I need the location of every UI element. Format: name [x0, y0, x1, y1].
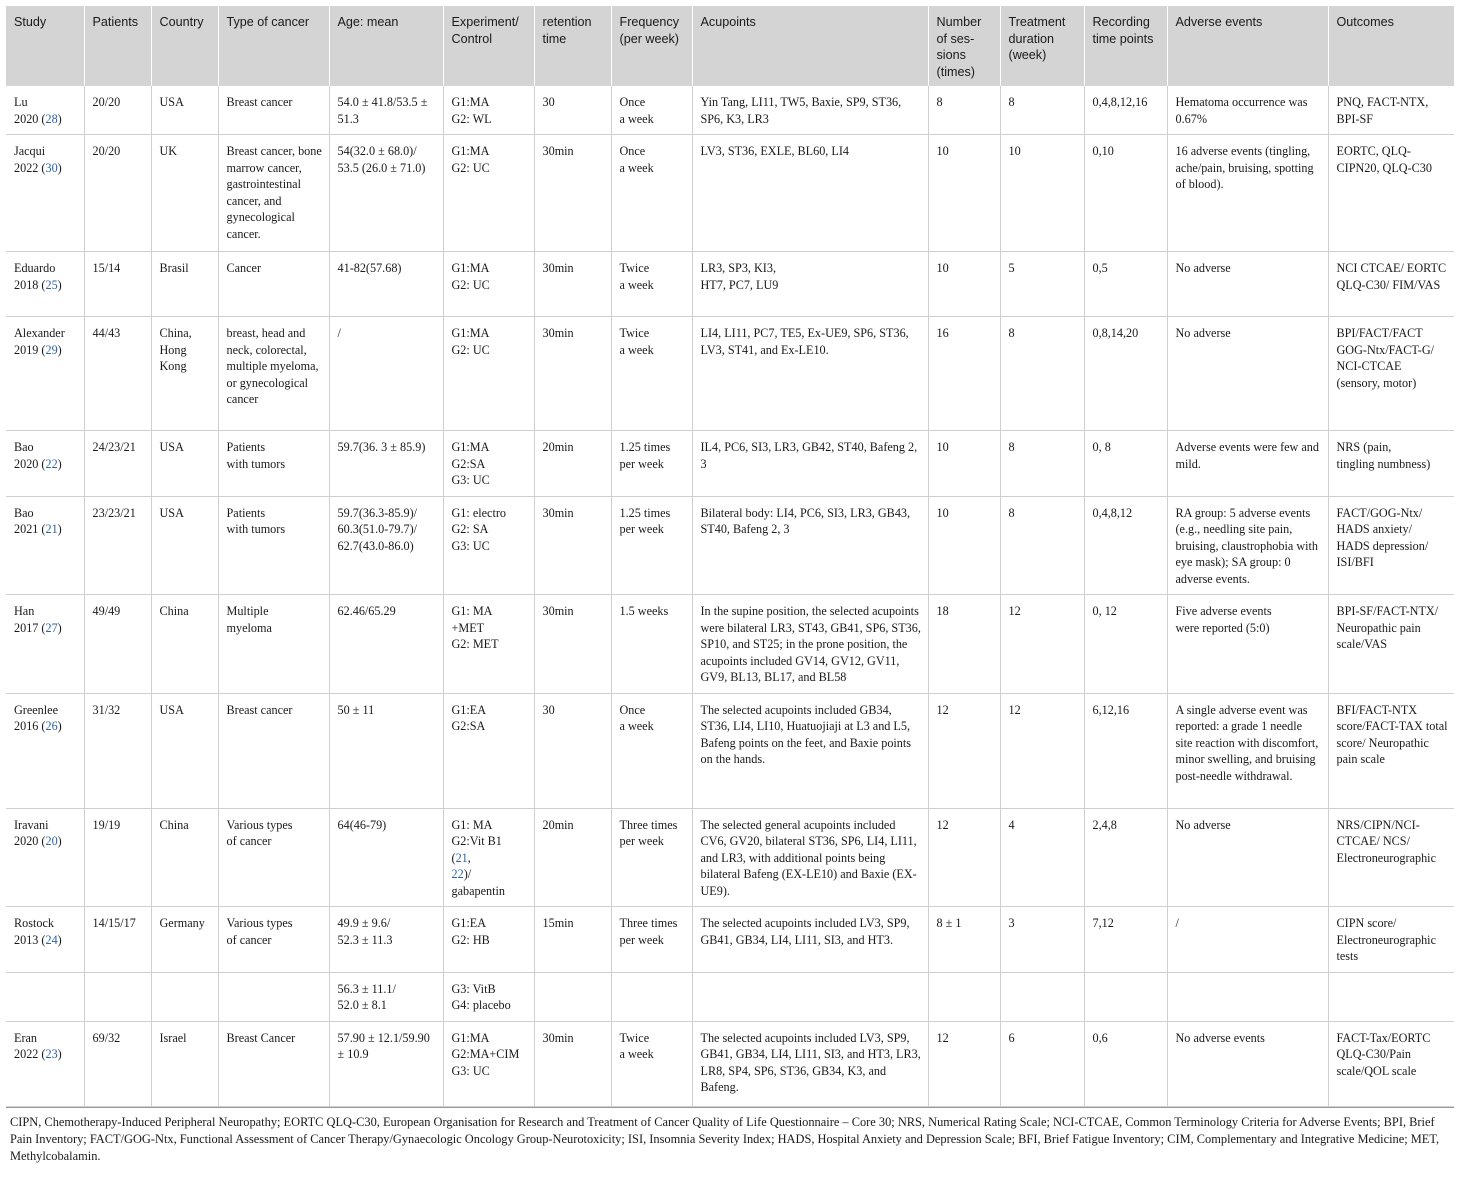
study-name: Eran: [14, 1030, 38, 1045]
patients-cell: 19/19: [84, 808, 151, 907]
sessions-cell: 12: [928, 693, 1000, 808]
frequency-cell: Twice a week: [611, 1021, 692, 1106]
table-row: [6, 595, 1454, 694]
country-cell: Brasil: [151, 252, 218, 317]
study-cell: Alexander 2019 (29): [6, 317, 84, 431]
recording-cell: 0, 8: [1084, 431, 1167, 497]
sessions-cell: 8: [928, 86, 1000, 135]
column-header: Recording time points: [1084, 6, 1167, 86]
acupoints-cell: Bilateral body: LI4, PC6, SI3, LR3, GB43, ST40, Bafeng 2, 3: [692, 496, 928, 595]
sessions-cell: 12: [928, 808, 1000, 907]
country-cell: USA: [151, 496, 218, 595]
outcomes-cell: CIPN score/ Electroneurographic tests: [1328, 907, 1454, 973]
recording-cell: [1084, 972, 1167, 1021]
study-name: Greenlee: [14, 702, 58, 717]
study-cell: Iravani 2020 (20): [6, 808, 84, 907]
retention-cell: 30min: [534, 135, 611, 252]
frequency-cell: 1.5 weeks: [611, 595, 692, 694]
duration-cell: [1000, 972, 1084, 1021]
country-cell: UK: [151, 135, 218, 252]
sessions-cell: 8 ± 1: [928, 907, 1000, 973]
acupoints-cell: The selected acupoints included LV3, SP9, GB41, GB34, LI4, LI11, SI3, and HT3.: [692, 907, 928, 973]
retention-cell: 30min: [534, 595, 611, 694]
cancer-type-cell: Patients with tumors: [218, 496, 329, 595]
study-year: 2019: [14, 342, 39, 357]
cancer-type-cell: Breast cancer, bone marrow cancer, gastrointestinal cancer, and gynecological cancer.: [218, 135, 329, 252]
patients-cell: 14/15/17: [84, 907, 151, 973]
table-row: [6, 972, 1454, 1021]
retention-cell: 20min: [534, 808, 611, 907]
frequency-cell: Three times per week: [611, 907, 692, 973]
adverse-events-cell: Hematoma occurrence was 0.67%: [1167, 86, 1328, 135]
cancer-type-cell: Breast Cancer: [218, 1021, 329, 1106]
column-header: Number of ses-sions (times): [928, 6, 1000, 86]
table-row: [6, 431, 1454, 497]
adverse-events-cell: [1167, 972, 1328, 1021]
patients-cell: 31/32: [84, 693, 151, 808]
cancer-type-cell: breast, head and neck, colorectal, multiple myeloma, or gynecological cancer: [218, 317, 329, 431]
study-year: 2020: [14, 834, 39, 848]
column-header: Patients: [84, 6, 151, 86]
duration-cell: 6: [1000, 1021, 1084, 1106]
table-row: [6, 496, 1454, 595]
retention-cell: 30min: [534, 317, 611, 431]
age-cell: 56.3 ± 11.1/ 52.0 ± 8.1: [329, 972, 443, 1021]
table-row: [6, 86, 1454, 135]
recording-cell: 0,4,8,12,16: [1084, 86, 1167, 135]
study-name: Han: [14, 604, 35, 618]
study-year: 2020: [14, 111, 39, 126]
study-year: 2021: [14, 522, 39, 536]
acupoints-cell: The selected general acupoints included CV6, GV20, bilateral ST36, SP6, LI4, LI11, and LR3, with additional points being bilateral Bafeng (EX-LE10) and Baxie (EX-UE9).: [692, 808, 928, 907]
table-row: [6, 1021, 1454, 1106]
acupoints-cell: LI4, LI11, PC7, TE5, Ex-UE9, SP6, ST36, LV3, ST41, and Ex-LE10.: [692, 317, 928, 431]
column-header: Country: [151, 6, 218, 86]
age-cell: 49.9 ± 9.6/ 52.3 ± 11.3: [329, 907, 443, 973]
patients-cell: 23/23/21: [84, 496, 151, 595]
retention-cell: 30: [534, 86, 611, 135]
study-cell: Eran 2022 (23): [6, 1021, 84, 1106]
duration-cell: 8: [1000, 317, 1084, 431]
cancer-type-cell: [218, 972, 329, 1021]
country-cell: USA: [151, 431, 218, 497]
retention-cell: 30min: [534, 252, 611, 317]
age-cell: 41-82(57.68): [329, 252, 443, 317]
recording-cell: 7,12: [1084, 907, 1167, 973]
patients-cell: 69/32: [84, 1021, 151, 1106]
column-header: Acupoints: [692, 6, 928, 86]
age-cell: 54.0 ± 41.8/53.5 ± 51.3: [329, 86, 443, 135]
study-name: Jacqui: [14, 144, 46, 158]
frequency-cell: 1.25 times per week: [611, 496, 692, 595]
frequency-cell: Once a week: [611, 693, 692, 808]
study-name: Lu: [14, 95, 28, 109]
duration-cell: 10: [1000, 135, 1084, 252]
reference-link[interactable]: 22: [45, 456, 58, 471]
frequency-cell: [611, 972, 692, 1021]
adverse-events-cell: 16 adverse events (tingling, ache/pain, bruising, spotting of blood).: [1167, 135, 1328, 252]
adverse-events-cell: No adverse: [1167, 808, 1328, 907]
frequency-cell: Once a week: [611, 86, 692, 135]
age-cell: 57.90 ± 12.1/59.90 ± 10.9: [329, 1021, 443, 1106]
sessions-cell: 16: [928, 317, 1000, 431]
experiment-cell: [443, 808, 534, 907]
table-row: [6, 808, 1454, 907]
reference-link[interactable]: 21: [455, 850, 468, 865]
study-cell: Bao 2021 (21): [6, 496, 84, 595]
reference-link[interactable]: 24: [45, 932, 58, 947]
study-cell: Greenlee 2016 (26): [6, 693, 84, 808]
acupoints-cell: [692, 972, 928, 1021]
recording-cell: 0,5: [1084, 252, 1167, 317]
duration-cell: 12: [1000, 595, 1084, 694]
sessions-cell: 18: [928, 595, 1000, 694]
table-row: [6, 907, 1454, 973]
column-header: Type of cancer: [218, 6, 329, 86]
country-cell: USA: [151, 693, 218, 808]
adverse-events-cell: Five adverse events were reported (5:0): [1167, 595, 1328, 694]
recording-cell: 0,6: [1084, 1021, 1167, 1106]
cancer-type-cell: Patients with tumors: [218, 431, 329, 497]
duration-cell: 8: [1000, 86, 1084, 135]
table-row: [6, 317, 1454, 431]
recording-cell: 0,8,14,20: [1084, 317, 1167, 431]
adverse-events-cell: No adverse: [1167, 317, 1328, 431]
table-footnote: CIPN, Chemotherapy-Induced Peripheral Neuropathy; EORTC QLQ-C30, European Organisation for Research and Treatment of Cancer Quality of Life Questionnaire – Core 30; NRS, Numerical Rating Scale; NCI-CTCAE, Common Terminology Criteria for Adverse Events; BPI, Brief Pain Inventory; FACT/GOG-Ntx, Functional Assessment of Cancer Therapy/Gynaecologic Oncology Group-Neurotoxicity; ISI, Insomnia Severity Index; HADS, Hospital Anxiety and Depression Scale; BFI, Brief Fatigue Inventory; CIM, Complementary and Integrative Medicine; MET, Methylcobalamin.: [6, 1107, 1454, 1165]
column-header: Study: [6, 6, 84, 86]
study-cell: Jacqui 2022 (30): [6, 135, 84, 252]
experiment-text: G1: MA G2:Vit B1 (: [451, 817, 502, 865]
reference-link[interactable]: 30: [45, 160, 58, 175]
outcomes-cell: NCI CTCAE/ EORTC QLQ-C30/ FIM/VAS: [1328, 252, 1454, 317]
sessions-cell: 10: [928, 496, 1000, 595]
experiment-cell: G1:EA G2:SA: [443, 693, 534, 808]
recording-cell: 2,4,8: [1084, 808, 1167, 907]
study-cell: Han 2017 (27): [6, 595, 84, 694]
column-header: Age: mean: [329, 6, 443, 86]
age-cell: 62.46/65.29: [329, 595, 443, 694]
study-year: 2022: [14, 1047, 39, 1061]
retention-cell: 20min: [534, 431, 611, 497]
country-cell: China: [151, 808, 218, 907]
patients-cell: 15/14: [84, 252, 151, 317]
patients-cell: 20/20: [84, 135, 151, 252]
experiment-cell: G1: MA +MET G2: MET: [443, 595, 534, 694]
study-year: 2013: [14, 932, 39, 947]
retention-cell: 30min: [534, 1021, 611, 1106]
outcomes-cell: FACT-Tax/EORTC QLQ-C30/Pain scale/QOL scale: [1328, 1021, 1454, 1106]
frequency-cell: Twice a week: [611, 252, 692, 317]
outcomes-cell: [1328, 972, 1454, 1021]
study-year: 2017: [14, 620, 39, 635]
patients-cell: 24/23/21: [84, 431, 151, 497]
frequency-cell: Twice a week: [611, 317, 692, 431]
reference-link[interactable]: 23: [45, 1047, 58, 1061]
cancer-type-cell: Various types of cancer: [218, 907, 329, 973]
frequency-cell: 1.25 times per week: [611, 431, 692, 497]
country-cell: USA: [151, 86, 218, 135]
retention-cell: 30: [534, 693, 611, 808]
study-name: Bao: [14, 505, 34, 520]
experiment-cell: G1:MA G2: UC: [443, 135, 534, 252]
duration-cell: 3: [1000, 907, 1084, 973]
acupoints-cell: IL4, PC6, SI3, LR3, GB42, ST40, Bafeng 2, 3: [692, 431, 928, 497]
outcomes-cell: BPI-SF/FACT-NTX/ Neuropathic pain scale/VAS: [1328, 595, 1454, 694]
patients-cell: 49/49: [84, 595, 151, 694]
age-cell: 59.7(36. 3 ± 85.9): [329, 431, 443, 497]
recording-cell: 0, 12: [1084, 595, 1167, 694]
acupoints-cell: LV3, ST36, EXLE, BL60, LI4: [692, 135, 928, 252]
cancer-type-cell: Various types of cancer: [218, 808, 329, 907]
study-name: Rostock: [14, 916, 54, 930]
adverse-events-cell: A single adverse event was reported: a grade 1 needle site reaction with discomfort, minor swelling, and bruising post-needle withdrawal.: [1167, 693, 1328, 808]
patients-cell: [84, 972, 151, 1021]
reference-link[interactable]: 28: [45, 111, 58, 126]
study-name: Eduardo: [14, 261, 56, 275]
age-cell: 59.7(36.3-85.9)/ 60.3(51.0-79.7)/ 62.7(43.0-86.0): [329, 496, 443, 595]
column-header: Adverse events: [1167, 6, 1328, 86]
age-cell: 50 ± 11: [329, 693, 443, 808]
experiment-cell: G1:MA G2: UC: [443, 317, 534, 431]
experiment-cell: G1:EA G2: HB: [443, 907, 534, 973]
acupoints-cell: LR3, SP3, KI3, HT7, PC7, LU9: [692, 252, 928, 317]
reference-link[interactable]: 21: [45, 522, 58, 536]
study-year: 2018: [14, 277, 39, 292]
study-cell: Bao 2020 (22): [6, 431, 84, 497]
reference-link[interactable]: 22: [451, 867, 464, 881]
table-row: [6, 252, 1454, 317]
acupoints-cell: In the supine position, the selected acupoints were bilateral LR3, ST43, GB41, SP6, ST36, SP10, and ST25; in the prone position, the acupoints included GV14, GV12, GV11, GV9, BL13, BL17, and BL58: [692, 595, 928, 694]
table-row: [6, 135, 1454, 252]
study-year: 2020: [14, 456, 39, 471]
age-cell: 64(46-79): [329, 808, 443, 907]
outcomes-cell: BFI/FACT-NTX score/FACT-TAX total score/ Neuropathic pain scale: [1328, 693, 1454, 808]
experiment-text: )/ gabapentin: [451, 867, 505, 898]
adverse-events-cell: No adverse: [1167, 252, 1328, 317]
study-name: Alexander: [14, 326, 65, 340]
acupoints-cell: The selected acupoints included LV3, SP9, GB41, GB34, LI4, LI11, SI3, and HT3, LR3, LR8, SP4, SP6, ST36, GB34, K3, and Bafeng.: [692, 1021, 928, 1106]
acupoints-cell: The selected acupoints included GB34, ST36, LI4, LI10, Huatuojiaji at L3 and L5, Bafeng points on the feet, and Baxie points on the hands.: [692, 693, 928, 808]
experiment-cell: G1: electro G2: SA G3: UC: [443, 496, 534, 595]
frequency-cell: Once a week: [611, 135, 692, 252]
study-cell: Lu 2020 (28): [6, 86, 84, 135]
outcomes-cell: EORTC, QLQ-CIPN20, QLQ-C30: [1328, 135, 1454, 252]
retention-cell: [534, 972, 611, 1021]
reference-link[interactable]: 25: [45, 277, 58, 292]
reference-link[interactable]: 26: [45, 719, 58, 733]
country-cell: China: [151, 595, 218, 694]
adverse-events-cell: RA group: 5 adverse events (e.g., needling site pain, bruising, claustrophobia with eye mask); SA group: 0 adverse events.: [1167, 496, 1328, 595]
adverse-events-cell: No adverse events: [1167, 1021, 1328, 1106]
patients-cell: 20/20: [84, 86, 151, 135]
adverse-events-cell: Adverse events were few and mild.: [1167, 431, 1328, 497]
recording-cell: 0,4,8,12: [1084, 496, 1167, 595]
reference-link[interactable]: 27: [45, 620, 58, 635]
outcomes-cell: BPI/FACT/FACT GOG-Ntx/FACT-G/ NCI-CTCAE (sensory, motor): [1328, 317, 1454, 431]
experiment-cell: G1:MA G2:SA G3: UC: [443, 431, 534, 497]
adverse-events-cell: /: [1167, 907, 1328, 973]
study-cell: [6, 972, 84, 1021]
study-characteristics-table: [6, 6, 1454, 1107]
cancer-type-cell: Breast cancer: [218, 86, 329, 135]
outcomes-cell: PNQ, FACT-NTX, BPI-SF: [1328, 86, 1454, 135]
duration-cell: 12: [1000, 693, 1084, 808]
country-cell: Israel: [151, 1021, 218, 1106]
experiment-cell: G1:MA G2:MA+CIM G3: UC: [443, 1021, 534, 1106]
column-header: Frequency (per week): [611, 6, 692, 86]
reference-link[interactable]: 20: [45, 834, 58, 848]
duration-cell: 5: [1000, 252, 1084, 317]
patients-cell: 44/43: [84, 317, 151, 431]
sessions-cell: 10: [928, 431, 1000, 497]
duration-cell: 8: [1000, 431, 1084, 497]
experiment-text: ,: [467, 850, 471, 865]
outcomes-cell: FACT/GOG-Ntx/ HADS anxiety/ HADS depression/ ISI/BFI: [1328, 496, 1454, 595]
recording-cell: 0,10: [1084, 135, 1167, 252]
table-body: [6, 86, 1454, 1106]
cancer-type-cell: Breast cancer: [218, 693, 329, 808]
sessions-cell: [928, 972, 1000, 1021]
country-cell: [151, 972, 218, 1021]
sessions-cell: 12: [928, 1021, 1000, 1106]
study-cell: Rostock 2013 (24): [6, 907, 84, 973]
acupoints-cell: Yin Tang, LI11, TW5, Baxie, SP9, ST36, SP6, K3, LR3: [692, 86, 928, 135]
column-header: retention time: [534, 6, 611, 86]
duration-cell: 4: [1000, 808, 1084, 907]
experiment-cell: G1:MA G2: WL: [443, 86, 534, 135]
table-row: [6, 693, 1454, 808]
study-name: Bao: [14, 440, 34, 454]
recording-cell: 6,12,16: [1084, 693, 1167, 808]
retention-cell: 30min: [534, 496, 611, 595]
country-cell: China, Hong Kong: [151, 317, 218, 431]
experiment-cell: G3: VitB G4: placebo: [443, 972, 534, 1021]
outcomes-cell: NRS/CIPN/NCI-CTCAE/ NCS/ Electroneurographic: [1328, 808, 1454, 907]
study-year: 2022: [14, 160, 39, 175]
duration-cell: 8: [1000, 496, 1084, 595]
age-cell: 54(32.0 ± 68.0)/ 53.5 (26.0 ± 71.0): [329, 135, 443, 252]
frequency-cell: Three times per week: [611, 808, 692, 907]
sessions-cell: 10: [928, 252, 1000, 317]
experiment-cell: G1:MA G2: UC: [443, 252, 534, 317]
study-name: Iravani: [14, 817, 49, 832]
reference-link[interactable]: 29: [45, 342, 58, 357]
outcomes-cell: NRS (pain, tingling numbness): [1328, 431, 1454, 497]
cancer-type-cell: Cancer: [218, 252, 329, 317]
column-header: Experiment/ Control: [443, 6, 534, 86]
column-header: Outcomes: [1328, 6, 1454, 86]
study-year: 2016: [14, 719, 39, 733]
age-cell: /: [329, 317, 443, 431]
table-header: [6, 6, 1454, 86]
country-cell: Germany: [151, 907, 218, 973]
retention-cell: 15min: [534, 907, 611, 973]
header-row: [6, 6, 1454, 86]
column-header: Treatment duration (week): [1000, 6, 1084, 86]
study-cell: Eduardo 2018 (25): [6, 252, 84, 317]
sessions-cell: 10: [928, 135, 1000, 252]
cancer-type-cell: Multiple myeloma: [218, 595, 329, 694]
